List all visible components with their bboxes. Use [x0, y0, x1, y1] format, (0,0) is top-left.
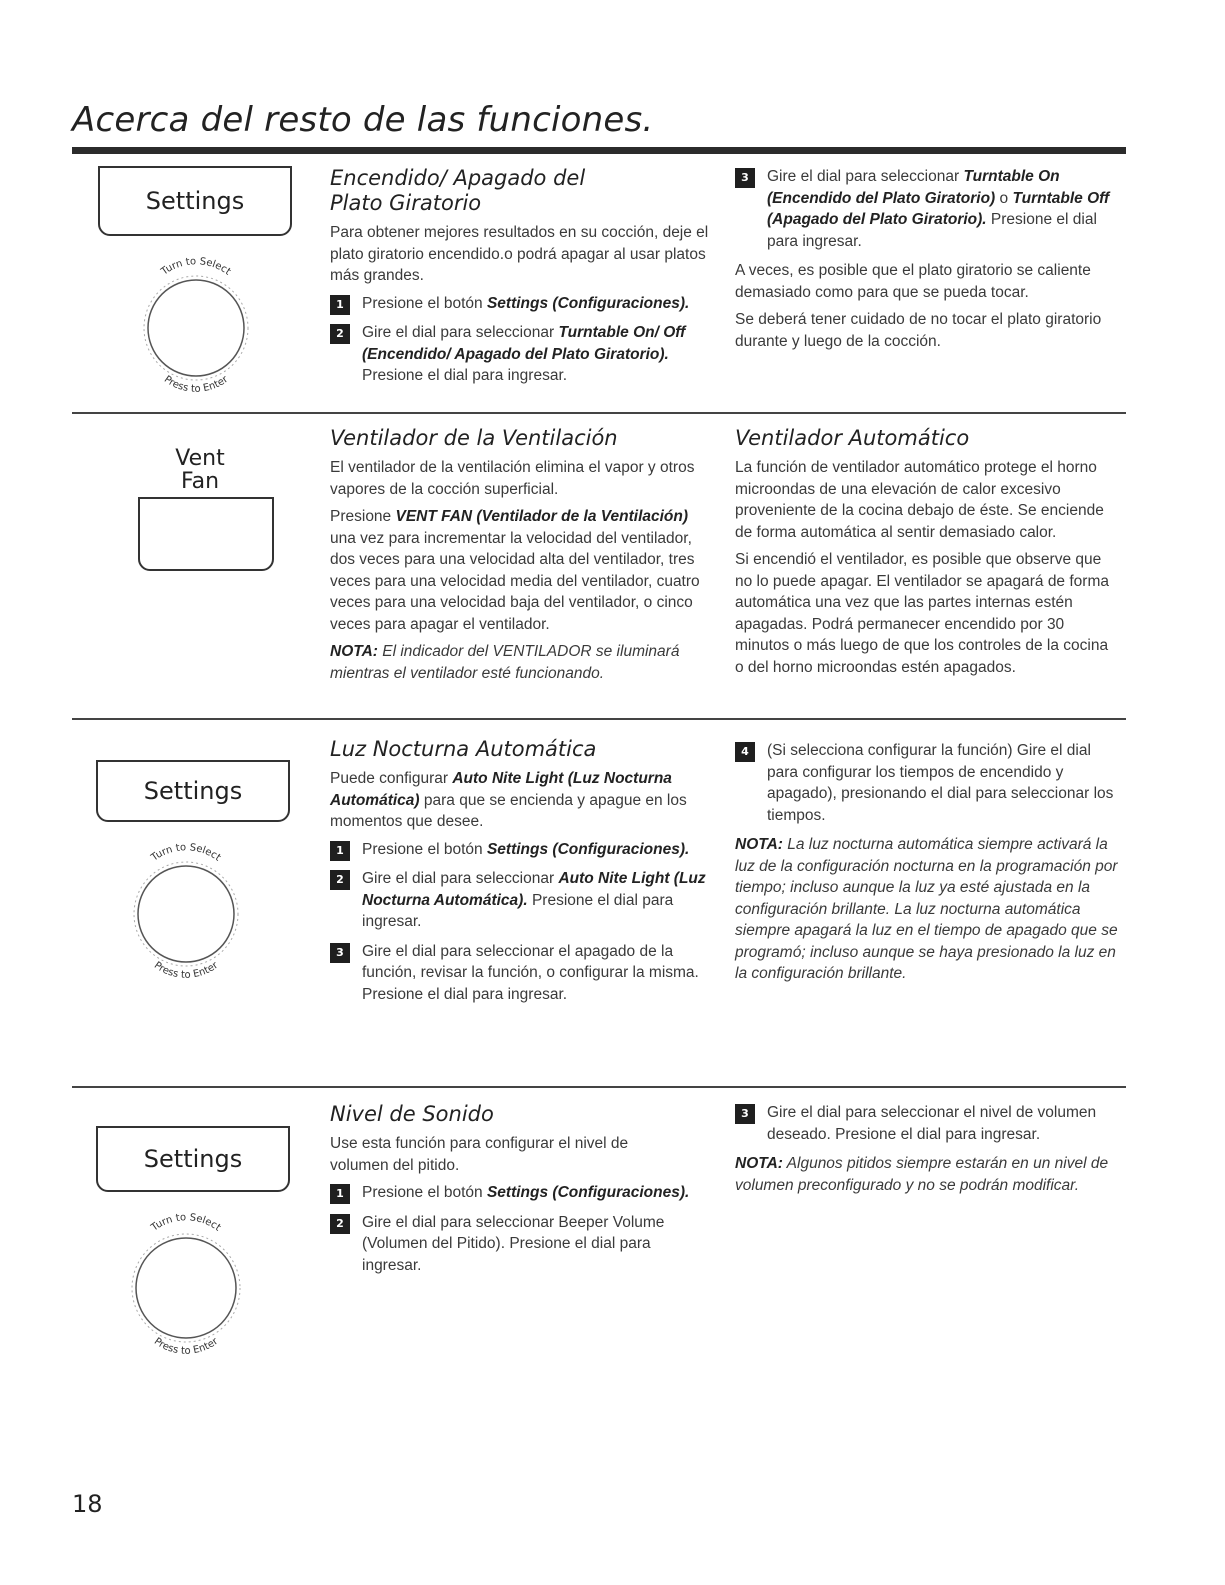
- note-label: NOTA:: [735, 1155, 783, 1172]
- step-emphasis: Settings (Configuraciones).: [486, 1184, 690, 1201]
- step-1: [330, 1182, 715, 1204]
- step-text: Presione el dial para ingresar.: [767, 211, 1097, 250]
- intro-text: Use esta función para configurar el nivel de volumen del pitido.: [330, 1135, 629, 1174]
- section-turntable: [330, 166, 715, 395]
- step-2: [330, 868, 715, 933]
- step-number-badge: 2: [330, 870, 350, 890]
- dial-icon[interactable]: [118, 1198, 254, 1368]
- step-3: [330, 941, 715, 1006]
- step-2: [330, 322, 715, 387]
- note-text: El indicador del VENTILADOR se iluminará mientras el ventilador esté funcionando.: [330, 643, 680, 682]
- section-heading: Luz Nocturna Automática: [330, 737, 597, 761]
- step-3: [735, 1102, 1120, 1145]
- section-heading: Nivel de Sonido: [330, 1102, 494, 1126]
- section-heading: Encendido/ Apagado del Plato Giratorio: [330, 166, 586, 215]
- dial-icon[interactable]: [118, 830, 254, 990]
- note: [735, 1153, 1120, 1196]
- dial-press-label: Press to Enter: [151, 1335, 221, 1357]
- section-auto-fan: [735, 426, 1120, 684]
- step-emphasis: Turntable Off (Apagado del Plato Giratorio).: [767, 189, 1110, 228]
- vent-fan-button[interactable]: [138, 497, 274, 571]
- title-rule: [72, 147, 1126, 154]
- step-1: [330, 839, 715, 861]
- page-title: Acerca del resto de las funciones.: [72, 100, 654, 140]
- step-text: Gire el dial para seleccionar el nivel de volumen deseado. Presione el dial para ingresar.: [767, 1104, 1097, 1143]
- body-text-part: Puede configurar: [330, 770, 453, 787]
- section-divider: [72, 1086, 1126, 1088]
- step-text: Gire el dial para seleccionar: [362, 324, 559, 341]
- body-text: Si encendió el ventilador, es posible que observe que no lo puede apagar. El ventilador se apagará de forma automática una vez que las partes internas estén apagadas. Podrá permanecer encendido por 30 minutos o más luego de que los controles de la cocina o del horno microondas estén apagados.: [735, 551, 1109, 676]
- settings-button[interactable]: Settings: [96, 1126, 290, 1192]
- section-vent-fan: [330, 426, 715, 690]
- svg-text:Turn to Select: [149, 842, 223, 864]
- body-text: Se deberá tener cuidado de no tocar el plato giratorio durante y luego de la cocción.: [735, 311, 1102, 350]
- note: [330, 641, 715, 684]
- step-number-badge: 1: [330, 1184, 350, 1204]
- step-3: [735, 166, 1120, 252]
- dial-turn-label: Turn to Select: [149, 1212, 223, 1234]
- dial-turn-label: Turn to Select: [159, 256, 233, 278]
- body-text: [330, 506, 715, 635]
- body-text: El ventilador de la ventilación elimina el vapor y otros vapores de la cocción superficial.: [330, 459, 695, 498]
- step-text: Presione el dial para ingresar.: [362, 367, 568, 384]
- settings-button[interactable]: Settings: [96, 760, 290, 822]
- step-number-badge: 2: [330, 1214, 350, 1234]
- svg-text:Turn to Select: [159, 256, 233, 278]
- fan-label-line: Fan: [180, 469, 220, 494]
- step-number-badge: 3: [735, 168, 755, 188]
- dial-turn-label: Turn to Select: [149, 842, 223, 864]
- section-auto-nite-light-right: [735, 740, 1120, 991]
- step-emphasis: Turntable On/ Off (Encendido/ Apagado del Plato Giratorio).: [362, 324, 686, 363]
- note-label: NOTA:: [735, 836, 783, 853]
- svg-text:Turn to Select: [149, 1212, 223, 1234]
- page-number: 18: [72, 1490, 103, 1518]
- section-divider: [72, 718, 1126, 720]
- note-label: NOTA:: [330, 643, 378, 660]
- body-text-part: una vez para incrementar la velocidad del ventilador, dos veces para una velocidad alta del ventilador, tres veces para una velocidad media del ventilador, cuatro veces para una velocidad baja del ventilador, o cinco veces para apagar el ventilador.: [330, 529, 700, 633]
- body-emphasis: VENT FAN (Ventilador de la Ventilación): [395, 508, 689, 525]
- note: [735, 834, 1120, 985]
- section-heading: Ventilador de la Ventilación: [330, 426, 618, 450]
- section-turntable-right: [735, 166, 1120, 358]
- step-2: [330, 1212, 712, 1277]
- section-beeper-volume-right: [735, 1102, 1120, 1202]
- step-emphasis: Auto Nite Light (Luz Nocturna Automática).: [362, 870, 706, 909]
- intro-text: Para obtener mejores resultados en su cocción, deje el plato giratorio encendido.o podrá apagar al usar platos más grandes.: [330, 224, 709, 284]
- body-text: A veces, es posible que el plato giratorio se caliente demasiado como para que se pueda tocar.: [735, 262, 1091, 301]
- step-text: Gire el dial para seleccionar Beeper Volume (Volumen del Pitido). Presione el dial para ingresar.: [362, 1213, 665, 1274]
- step-4: [735, 740, 1120, 826]
- section-heading: Ventilador Automático: [735, 426, 970, 450]
- step-number-badge: 1: [330, 841, 350, 861]
- step-text: Presione el botón: [362, 294, 487, 312]
- step-text: o: [995, 189, 1013, 207]
- section-beeper-volume: [330, 1102, 715, 1284]
- step-text: Gire el dial para seleccionar el apagado de la función, revisar la función, o configurar la misma. Presione el dial para ingresar.: [362, 942, 699, 1003]
- step-emphasis: Turntable On (Encendido del Plato Giratorio): [767, 168, 1060, 207]
- step-text: Presione el botón: [362, 1184, 487, 1201]
- section-divider: [72, 412, 1126, 414]
- vent-label-line: Vent: [175, 446, 225, 471]
- step-number-badge: 4: [735, 742, 755, 762]
- step-number-badge: 1: [330, 295, 350, 315]
- step-number-badge: 2: [330, 324, 350, 344]
- note-text: La luz nocturna automática siempre activará la luz de la configuración nocturna en la programación por tiempo; incluso aunque la luz ya esté ajustada en la configuración brillante. La luz nocturna automática siempre apagará la luz en el tiempo de apagado que se programó; incluso aunque se haya presionado la luz en la configuración brillante.: [735, 836, 1118, 982]
- dial-icon[interactable]: [128, 244, 264, 404]
- settings-button[interactable]: Settings: [98, 166, 292, 236]
- body-text-part: Presione: [330, 508, 396, 525]
- step-number-badge: 3: [330, 943, 350, 963]
- step-text: Gire el dial para seleccionar: [362, 870, 559, 887]
- step-text: Presione el botón: [362, 840, 487, 858]
- body-text-part: para que se encienda y apague en los momentos que desee.: [330, 791, 687, 830]
- step-number-badge: 3: [735, 1104, 755, 1124]
- step-emphasis: Settings (Configuraciones).: [486, 840, 690, 858]
- step-text: Presione el dial para ingresar.: [362, 891, 674, 930]
- body-emphasis: Auto Nite Light (Luz Nocturna Automática): [330, 770, 672, 809]
- note-text: Algunos pitidos siempre estarán en un nivel de volumen preconfigurado y no se podrán modificar.: [735, 1155, 1109, 1194]
- step-text: Gire el dial para seleccionar: [767, 168, 964, 185]
- vent-fan-label: [150, 447, 250, 493]
- intro-text: [330, 768, 715, 833]
- body-text: La función de ventilador automático protege el horno microondas de una elevación de calor excesivo proveniente de la cocina debajo de éste. Se enciende de forma automática al sentir demasiado calor.: [735, 459, 1104, 541]
- dial-press-label: Press to Enter: [161, 373, 231, 395]
- step-1: [330, 293, 715, 315]
- step-text: (Si selecciona configurar la función) Gire el dial para configurar los tiempos de encendido y apagado), presionando el dial para seleccionar los tiempos.: [767, 742, 1114, 824]
- dial-press-label: Press to Enter: [151, 959, 221, 981]
- step-emphasis: Settings (Configuraciones).: [486, 294, 690, 312]
- section-auto-nite-light: [330, 737, 715, 1013]
